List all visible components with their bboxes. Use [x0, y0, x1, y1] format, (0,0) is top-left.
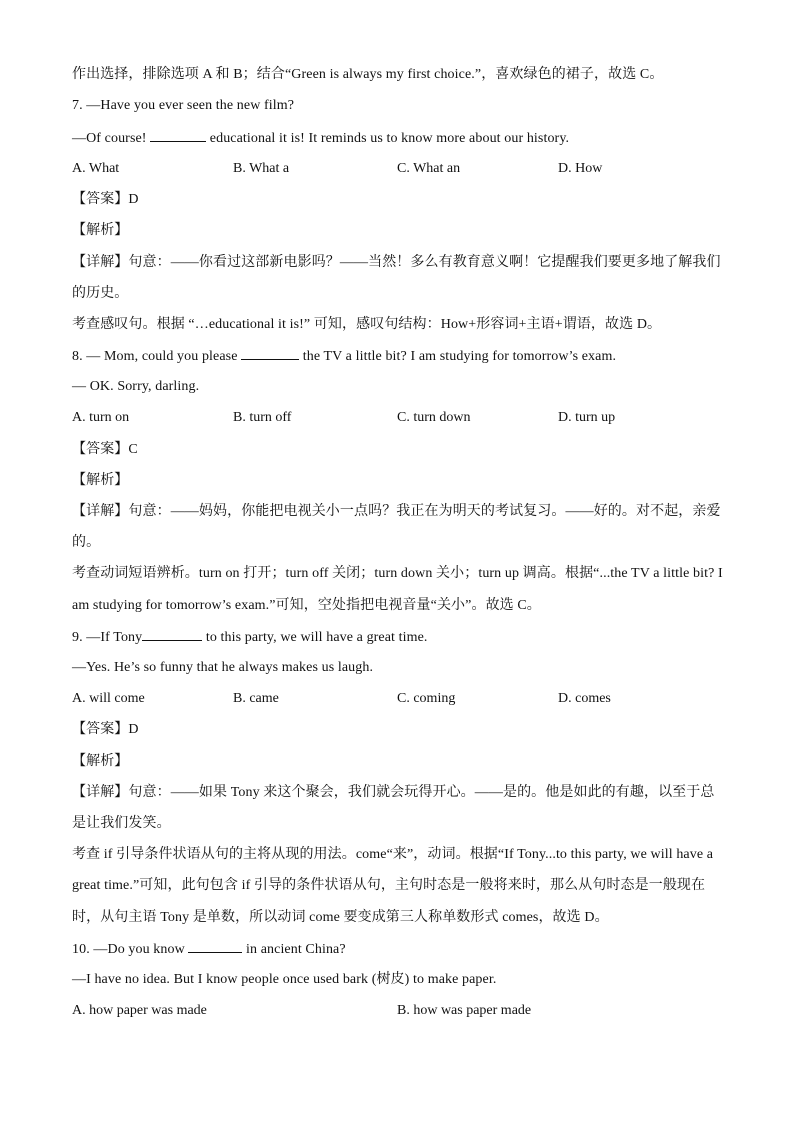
- q8-explanation-cont: am studying for tomorrow’s exam.”可知，空处指把电视音量“关小”。故选 C。: [72, 598, 541, 613]
- option-a: A. how paper was made: [72, 1003, 207, 1018]
- option-a: A. What: [72, 161, 120, 176]
- option-b: B. What a: [233, 161, 290, 176]
- q7-answer: 【答案】D: [72, 192, 139, 207]
- option-c: C. coming: [397, 691, 456, 706]
- q10-prompt: 10. —Do you know in ancient China?: [72, 942, 346, 957]
- q10-options: [72, 1002, 722, 1020]
- q7-detail: 【详解】句意：——你看过这部新电影吗？——当然！多么有教育意义啊！它提醒我们要更多地了解我们: [72, 255, 721, 270]
- q9-response: —Yes. He’s so funny that he always makes us laugh.: [72, 660, 374, 675]
- q9-answer: 【答案】D: [72, 722, 139, 737]
- q9-analysis-label: 【解析】: [72, 754, 129, 769]
- option-b: B. came: [233, 691, 279, 706]
- q8-prompt: 8. — Mom, could you please the TV a little bit? I am studying for tomorrow’s exam.: [72, 349, 617, 364]
- q7-prompt: 7. —Have you ever seen the new film?: [72, 98, 295, 113]
- option-b: B. how was paper made: [397, 1003, 532, 1018]
- q9-detail: 【详解】句意：——如果 Tony 来这个聚会，我们就会玩得开心。——是的。他是如此的有趣，以至于总: [72, 785, 715, 800]
- q8-detail-cont: 的。: [72, 535, 101, 550]
- answer-blank: [142, 628, 202, 641]
- answer-blank: [150, 129, 206, 142]
- option-c: C. What an: [397, 161, 461, 176]
- q8-detail: 【详解】句意：——妈妈，你能把电视关小一点吗？我正在为明天的考试复习。——好的。对不起，亲爱: [72, 504, 721, 519]
- q8-analysis-label: 【解析】: [72, 473, 129, 488]
- q7-response: —Of course! educational it is! It reminds us to know more about our history.: [72, 131, 570, 146]
- q8-response: — OK. Sorry, darling.: [72, 379, 200, 394]
- q10-response: —I have no idea. But I know people once used bark (树皮) to make paper.: [72, 972, 497, 987]
- q9-detail-cont: 是让我们发笑。: [72, 816, 171, 831]
- q9-prompt: 9. —If Tony to this party, we will have a great time.: [72, 630, 428, 645]
- q7-analysis-label: 【解析】: [72, 223, 129, 238]
- q7-detail-cont: 的历史。: [72, 286, 129, 301]
- q8-answer: 【答案】C: [72, 442, 138, 457]
- q7-options: [72, 160, 722, 178]
- q9-explanation: 考查 if 引导条件状语从句的主将从现的用法。come“来”，动词。根据“If Tony...to this party, we will have a: [72, 847, 714, 862]
- q7-explanation: 考查感叹句。根据 “…educational it is!” 可知，感叹句结构：How+形容词+主语+谓语，故选 D。: [72, 317, 662, 332]
- answer-blank: [188, 940, 242, 953]
- q8-options: [72, 409, 722, 427]
- q9-explanation-end: 时，从句主语 Tony 是单数，所以动词 come 要变成第三人称单数形式 comes，故选 D。: [72, 910, 609, 925]
- answer-blank: [241, 347, 299, 360]
- q9-options: [72, 690, 722, 708]
- option-c: C. turn down: [397, 410, 471, 425]
- q8-explanation: 考查动词短语辨析。turn on 打开；turn off 关闭；turn down 关小；turn up 调高。根据“...the TV a little bit? I: [72, 566, 723, 581]
- option-a: A. will come: [72, 691, 145, 706]
- option-d: D. comes: [558, 691, 611, 706]
- q6-explanation-tail: 作出选择，排除选项 A 和 B；结合“Green is always my first choice.”，喜欢绿色的裙子，故选 C。: [72, 67, 664, 82]
- q9-explanation-cont: great time.”可知，此句包含 if 引导的条件状语从句，主句时态是一般将来时，那么从句时态是一般现在: [72, 878, 706, 893]
- option-d: D. How: [558, 161, 603, 176]
- option-b: B. turn off: [233, 410, 292, 425]
- option-a: A. turn on: [72, 410, 130, 425]
- option-d: D. turn up: [558, 410, 616, 425]
